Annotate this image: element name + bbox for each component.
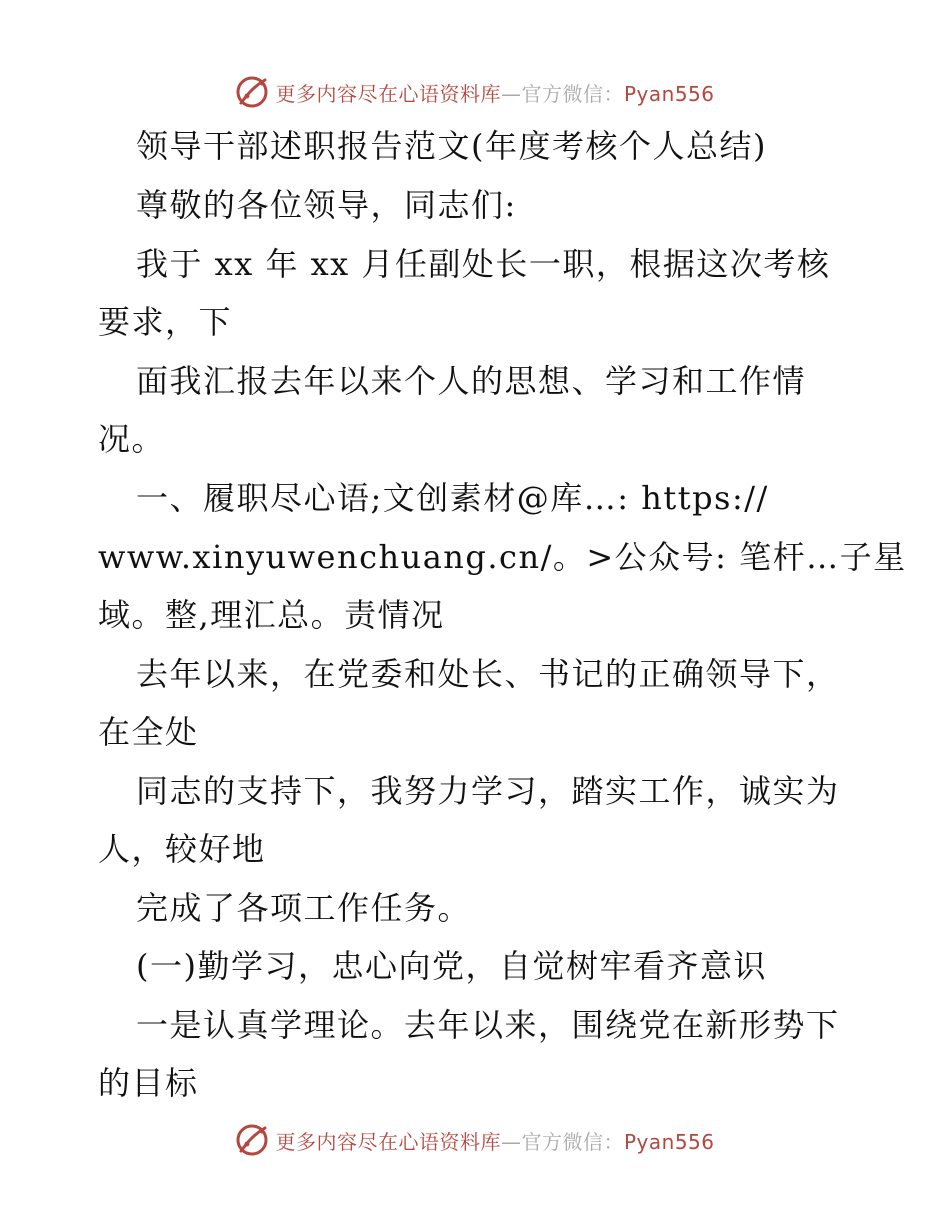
paragraph-line: 域。整,理汇总。责情况 <box>98 596 445 634</box>
footer-watermark-banner <box>0 1118 950 1162</box>
subsection-heading: (一)勤学习，忠心向党，自觉树牢看齐意识 <box>136 947 767 985</box>
paragraph-line: 一是认真学理论。去年以来，围绕党在新形势下 <box>136 1006 840 1044</box>
paragraph-line: 我于 xx 年 xx 月任副处长一职，根据这次考核 <box>136 245 831 283</box>
paragraph-line: 要求，下 <box>98 303 233 341</box>
paragraph-line: 面我汇报去年以来个人的思想、学习和工作情 <box>136 362 807 400</box>
paragraph-line: 完成了各项工作任务。 <box>136 889 472 927</box>
banner-dash: — <box>500 1129 522 1154</box>
paragraph-line: 去年以来，在党委和处长、书记的正确领导下， <box>136 655 840 693</box>
brush-logo-icon <box>235 75 269 109</box>
banner-main-text: 更多内容尽在心语资料库 <box>275 1129 501 1154</box>
header-watermark-banner <box>0 70 950 114</box>
paragraph-line: 同志的支持下，我努力学习，踏实工作，诚实为 <box>136 772 840 810</box>
paragraph-line: www.xinyuwenchuang.cn/。>公众号: 笔杆…子星 <box>98 538 907 576</box>
section-heading: 一、履职尽心语;文创素材@库…: https:// <box>136 479 769 517</box>
paragraph-line: 况。 <box>98 420 166 458</box>
banner-label: 官方微信： <box>521 81 624 106</box>
document-title: 领导干部述职报告范文(年度考核个人总结) <box>136 127 767 165</box>
banner-account: Pyan556 <box>623 81 715 106</box>
banner-account: Pyan556 <box>623 1129 715 1154</box>
paragraph-line: 人，较好地 <box>98 830 266 868</box>
paragraph-line: 的目标 <box>98 1064 199 1102</box>
banner-label: 官方微信： <box>521 1129 624 1154</box>
banner-dash: — <box>500 81 522 106</box>
banner-main-text: 更多内容尽在心语资料库 <box>275 81 501 106</box>
paragraph-line: 在全处 <box>98 713 199 751</box>
banner-text <box>275 78 714 107</box>
brush-logo-icon <box>235 1123 269 1157</box>
salutation: 尊敬的各位领导，同志们: <box>136 186 517 224</box>
banner-text <box>275 1126 714 1155</box>
